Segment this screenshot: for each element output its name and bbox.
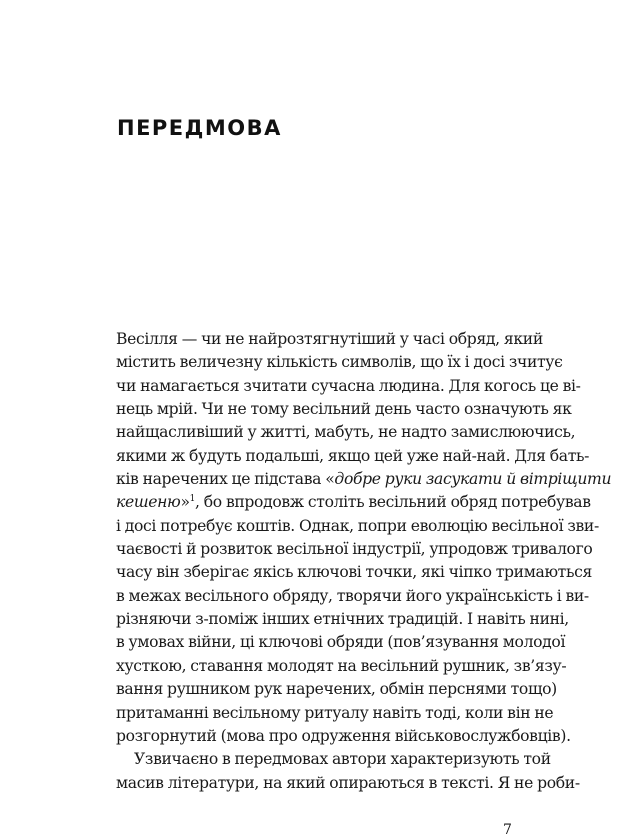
footnote-ref[interactable]: 1 bbox=[189, 494, 196, 505]
text-line: хусткою, ставання молодят на весільний рушник, зв’язу- bbox=[116, 656, 567, 675]
text-line: якими ж будуть подальші, якщо цей уже най-най. Для бать- bbox=[116, 446, 590, 465]
text-segment: ків наречених це підстава « bbox=[116, 470, 335, 489]
page-title: ПЕРЕДМОВА bbox=[117, 116, 282, 140]
body-text bbox=[116, 328, 612, 795]
text-line: чи намагається зчитати сучасна людина. Для когось це ві- bbox=[116, 376, 581, 395]
text-line: містить величезну кількість символів, що їх і досі зчитує bbox=[116, 353, 563, 372]
text-line: Узвичаєно в передмовах автори характеризують той bbox=[134, 750, 551, 769]
text-line: притаманні весільному ритуалу навіть тоді, коли він не bbox=[116, 703, 554, 722]
text-line bbox=[116, 491, 591, 514]
text-segment: , бо впродовж століть весільний обряд потребував bbox=[195, 493, 591, 512]
text-line: найщасливіший у житті, мабуть, не надто замислюючись, bbox=[116, 423, 576, 442]
quote-italic: кешеню bbox=[116, 493, 181, 512]
text-line: в межах весільного обряду, творячи його українськість і ви- bbox=[116, 586, 589, 605]
text-line: вання рушником рук наречених, обмін перснями тощо) bbox=[116, 680, 557, 699]
quote-italic: добре руки засукати й вітріщити bbox=[334, 470, 612, 489]
text-line: і досі потребує коштів. Однак, попри еволюцію весільної зви- bbox=[116, 516, 599, 535]
text-line: в умовах війни, ці ключові обряди (пов’язування молодої bbox=[116, 633, 566, 652]
text-line: різняючи з-поміж інших етнічних традицій. І навіть нині, bbox=[116, 610, 569, 629]
text-line: чаєвості й розвиток весільної індустрії, упродовж тривалого bbox=[116, 540, 593, 559]
text-line bbox=[116, 468, 612, 491]
text-line: масив літератури, на який опираються в тексті. Я не роби- bbox=[116, 773, 580, 792]
text-line: Весілля — чи не найрозтягнутіший у часі обряд, який bbox=[116, 330, 543, 348]
text-line: часу він зберігає якісь ключові точки, які чіпко тримаються bbox=[116, 563, 592, 582]
text-segment: » bbox=[180, 493, 190, 512]
text-line: нець мрій. Чи не тому весільний день часто означують як bbox=[116, 400, 572, 419]
page-number: 7 bbox=[503, 822, 512, 838]
text-line: розгорнутий (мова про одруження військовослужбовців). bbox=[116, 726, 571, 745]
